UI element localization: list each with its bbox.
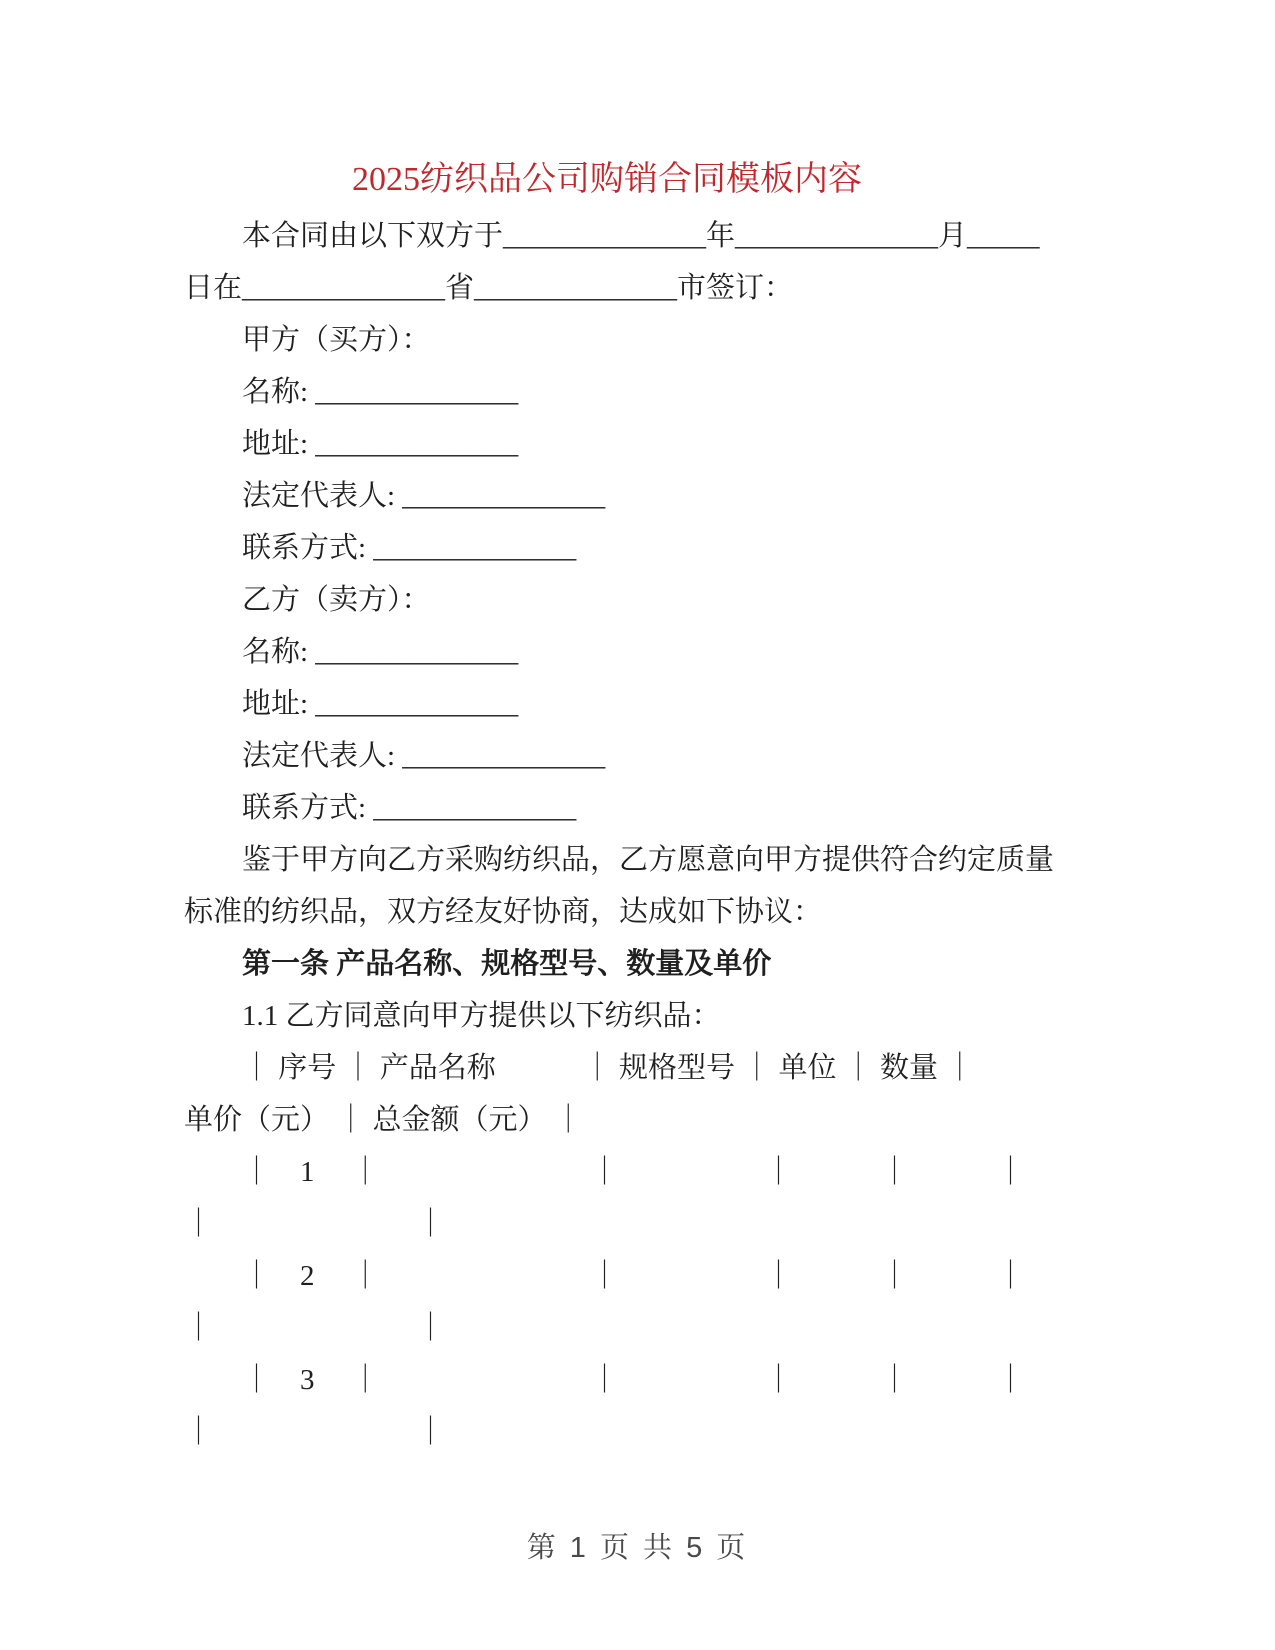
party-b-address-field: 地址: ______________	[242, 688, 519, 720]
line-sign-location: 日在______________省______________市签订：	[184, 272, 794, 304]
party-b-contact-field: 联系方式: ______________	[242, 792, 577, 824]
recital-line-1: 鉴于甲方向乙方采购纺织品，乙方愿意向甲方提供符合约定质量	[242, 844, 1055, 876]
party-b-legal-rep-field: 法定代表人: ______________	[242, 740, 606, 772]
article-1-heading: 第一条 产品名称、规格型号、数量及单价	[242, 948, 772, 980]
party-b-name-field: 名称: ______________	[242, 636, 519, 668]
recital-line-2: 标准的纺织品，双方经友好协商，达成如下协议：	[184, 896, 823, 928]
table-header-row-1: ｜ 序号 ｜ 产品名称 ｜ 规格型号 ｜ 单位 ｜ 数量 ｜	[242, 1052, 975, 1084]
table-row-3: ｜ 3 ｜ ｜ ｜ ｜ ｜	[242, 1364, 1026, 1396]
table-row-1: ｜ 1 ｜ ｜ ｜ ｜ ｜	[242, 1156, 1026, 1188]
table-row-2-cont: ｜ ｜	[184, 1312, 446, 1344]
table-row-1-cont: ｜ ｜	[184, 1208, 446, 1240]
party-a-legal-rep-field: 法定代表人: ______________	[242, 480, 606, 512]
party-a-name-field: 名称: ______________	[242, 376, 519, 408]
document-body	[184, 210, 1055, 1458]
line-date-intro: 本合同由以下双方于______________年______________月_____	[242, 220, 1040, 252]
clause-1-1: 1.1 乙方同意向甲方提供以下纺织品：	[242, 1000, 721, 1032]
party-b-heading: 乙方（卖方）：	[242, 584, 431, 616]
party-a-contact-field: 联系方式: ______________	[242, 532, 577, 564]
party-a-address-field: 地址: ______________	[242, 428, 519, 460]
table-header-row-2: 单价（元） ｜ 总金额（元） ｜	[184, 1104, 583, 1136]
table-row-3-cont: ｜ ｜	[184, 1416, 446, 1448]
party-a-heading: 甲方（买方）：	[242, 324, 431, 356]
document-title: 2025纺织品公司购销合同模板内容	[352, 161, 862, 198]
page-number: 第 1 页 共 5 页	[526, 1532, 749, 1564]
table-row-2: ｜ 2 ｜ ｜ ｜ ｜ ｜	[242, 1260, 1026, 1292]
